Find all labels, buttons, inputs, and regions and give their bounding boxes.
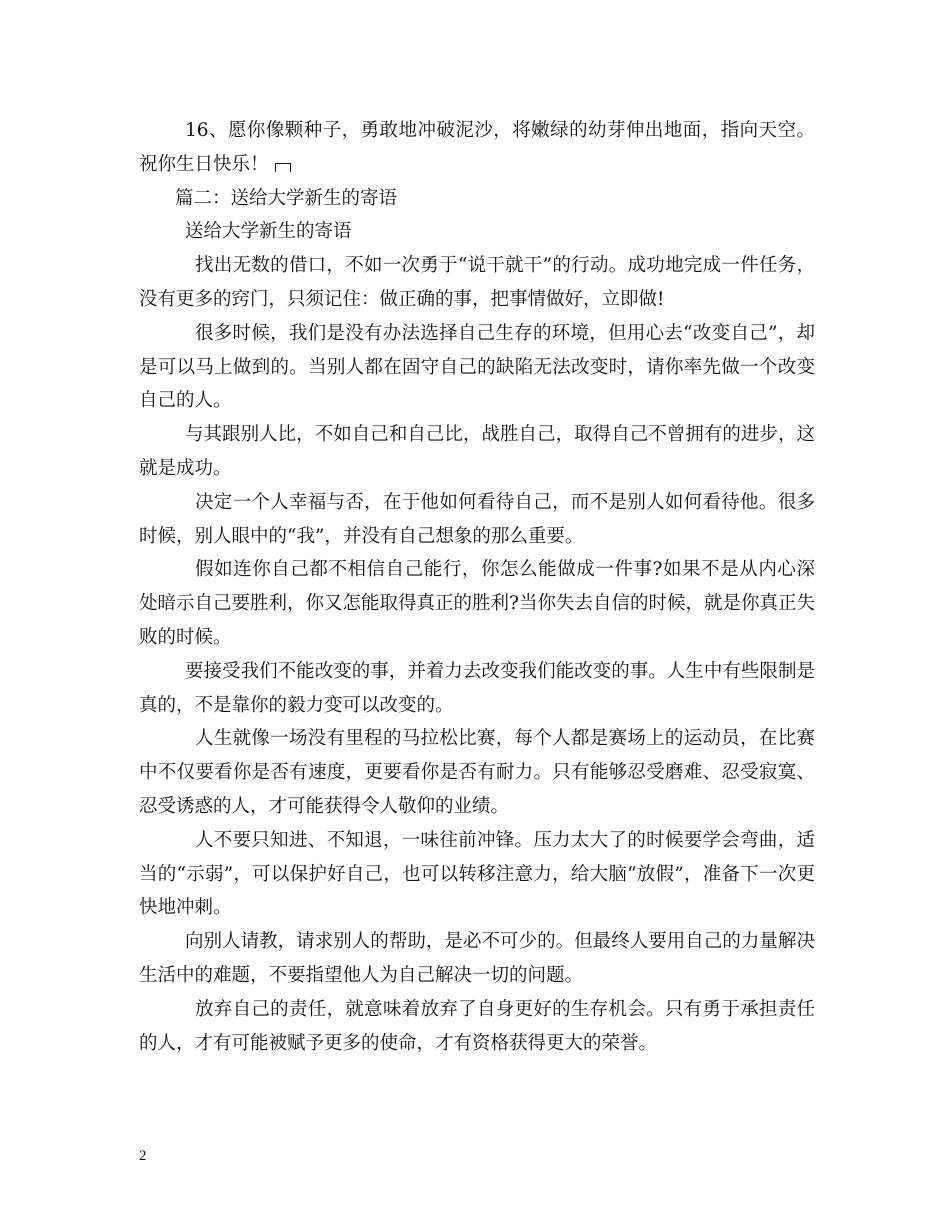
paragraph-text: 16、愿你像颗种子，勇敢地冲破泥沙，将嫩绿的幼芽伸出地面，指向天空。祝你生日快乐！ bbox=[139, 120, 815, 175]
document-body bbox=[139, 114, 815, 1060]
paragraph: 找出无数的借口，不如一次勇于“说干就干”的行动。成功地完成一件任务，没有更多的窍门，只须记住：做正确的事，把事情做好，立即做! bbox=[139, 255, 815, 310]
paragraph: 向别人请教，请求别人的帮助，是必不可少的。但最终人要用自己的力量解决生活中的难题，不要指望他人为自己解决一切的问题。 bbox=[139, 931, 815, 986]
paragraph: 决定一个人幸福与否，在于他如何看待自己，而不是别人如何看待他。很多时候，别人眼中的“我”，并没有自己想象的那么重要。 bbox=[139, 491, 815, 547]
paragraph: 假如连你自己都不相信自己能行，你怎么能做成一件事?如果不是从内心深处暗示自己要胜利，你又怎能取得真正的胜利?当你失去自信的时候，就是你真正失败的时候。 bbox=[139, 559, 815, 648]
paragraph-wish-16 bbox=[139, 114, 815, 182]
paragraph: 人不要只知进、不知退，一味往前冲锋。压力太大了的时候要学会弯曲，适当的“示弱”，可以保护好自己，也可以转移注意力，给大脑“放假”，准备下一次更快地冲刺。 bbox=[139, 829, 815, 919]
paragraph: 要接受我们不能改变的事，并着力去改变我们能改变的事。人生中有些限制是真的，不是靠你的毅力变可以改变的。 bbox=[139, 660, 815, 716]
paragraph: 人生就像一场没有里程的马拉松比赛，每个人都是赛场上的运动员，在比赛中不仅要看你是否有速度，更要看你是否有耐力。只有能够忍受磨难、忍受寂寞、忍受诱惑的人，才可能获得令人敬仰的业绩。 bbox=[139, 728, 815, 817]
paragraph: 放弃自己的责任，就意味着放弃了自身更好的生存机会。只有勇于承担责任的人，才有可能被赋予更多的使命，才有资格获得更大的荣誉。 bbox=[139, 998, 815, 1054]
article-title: 送给大学新生的寄语 bbox=[185, 221, 352, 243]
paragraph: 很多时候，我们是没有办法选择自己生存的环境，但用心去“改变自己”，却是可以马上做到的。当别人都在固守自己的缺陷无法改变时，请你率先做一个改变自己的人。 bbox=[139, 322, 815, 412]
paragraph: 与其跟别人比，不如自己和自己比，战胜自己，取得自己不曾拥有的进步，这就是成功。 bbox=[139, 424, 815, 479]
page-number: 2 bbox=[139, 1148, 147, 1164]
section-heading: 篇二：送给大学新生的寄语 bbox=[175, 187, 398, 209]
text-cursor-mark-icon bbox=[275, 163, 291, 172]
